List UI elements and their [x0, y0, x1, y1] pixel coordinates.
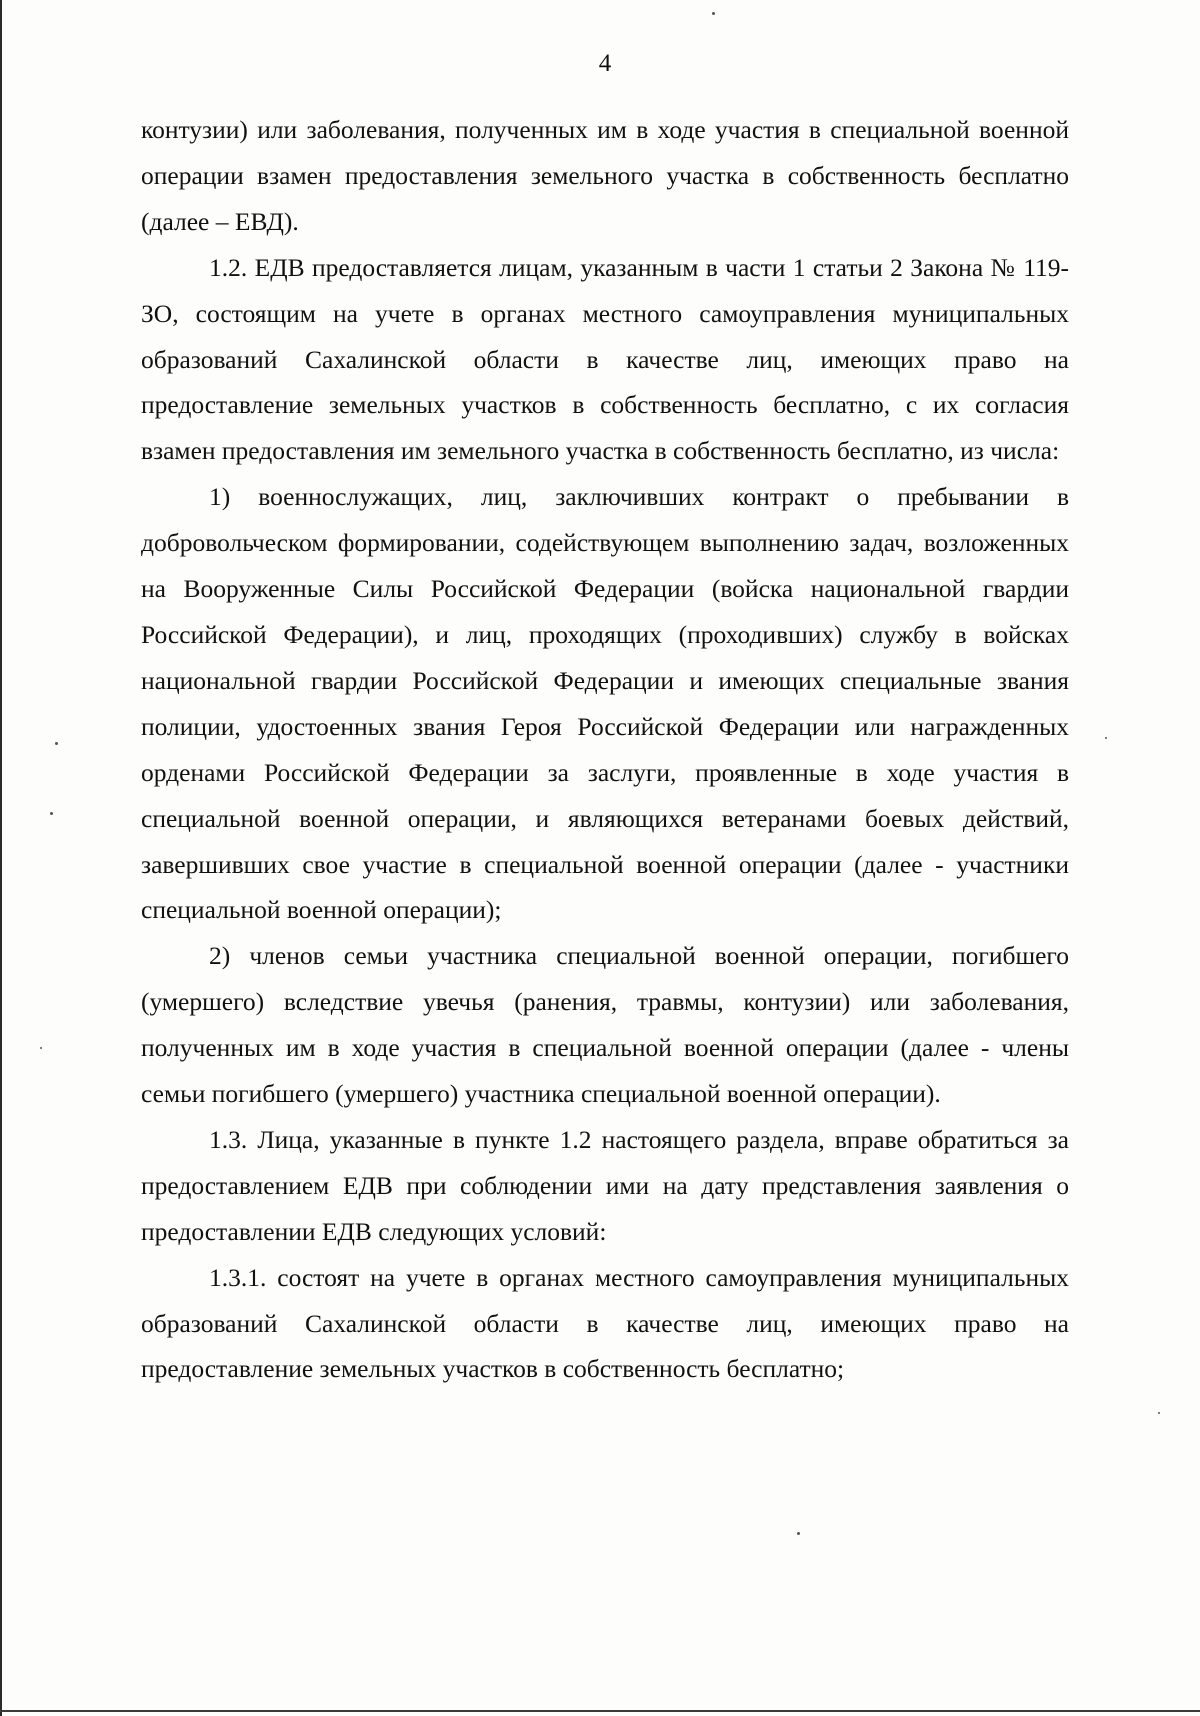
paragraph-item-2: 2) членов семьи участника специальной военной операции, погибшего (умершего) вследствие увечья (ранения, травмы, контузии) или заболевания, полученных им в ходе участия в специальной военной операции (далее - члены семьи погибшего (умершего) участника специальной военной операции). [141, 941, 1069, 1109]
paragraph-1-2: 1.2. ЕДВ предоставляется лицам, указанным в части 1 статьи 2 Закона № 119-ЗО, состоящим на учете в органах местного самоуправления муниципальных образований Сахалинской области в качестве лиц, имеющих право на предоставление земельных участков в собственность бесплатно, с их согласия взамен предоставления им земельного участка в собственность бесплатно, из числа: [141, 252, 1069, 466]
scan-speck [712, 12, 715, 15]
scan-edge-left [0, 0, 2, 1716]
scan-speck [1105, 737, 1107, 739]
paragraph-item-1: 1) военнослужащих, лиц, заключивших контракт о пребывании в добровольческом формировании, содействующем выполнению задач, возложенных на Вооруженные Силы Российской Федерации (войска национальной гвардии Российской Федерации), и лиц, проходящих (проходивших) службу в войсках национальной гвардии Российской Федерации и имеющих специальные звания полиции, удостоенных звания Героя Российской Федерации или награжденных орденами Российской Федерации за заслуги, проявленные в ходе участия в специальной военной операции, и являющихся ветеранами боевых действий, завершивших свое участие в специальной военной операции (далее - участники специальной военной операции); [141, 482, 1069, 925]
paragraph-1-3-1: 1.3.1. состоят на учете в органах местного самоуправления муниципальных образований Сахалинской области в качестве лиц, имеющих право на предоставление земельных участков в собственность бесплатно; [141, 1262, 1069, 1384]
paragraph-1-3: 1.3. Лица, указанные в пункте 1.2 настоящего раздела, вправе обратиться за предоставлением ЕДВ при соблюдении ими на дату представления заявления о предоставлении ЕДВ следующих условий: [141, 1124, 1069, 1246]
scan-edge-bottom [0, 1710, 1200, 1712]
paragraph-continuation: контузии) или заболевания, полученных им в ходе участия в специальной военной операции взамен предоставления земельного участка в собственность бесплатно (далее – ЕВД). [141, 115, 1069, 236]
scan-speck [1158, 1412, 1160, 1414]
page-number: 4 [598, 50, 612, 77]
scan-speck [797, 1532, 800, 1535]
scan-speck [55, 742, 58, 745]
scan-speck [50, 812, 53, 815]
document-body [141, 107, 1069, 1392]
scan-speck [40, 1047, 42, 1049]
